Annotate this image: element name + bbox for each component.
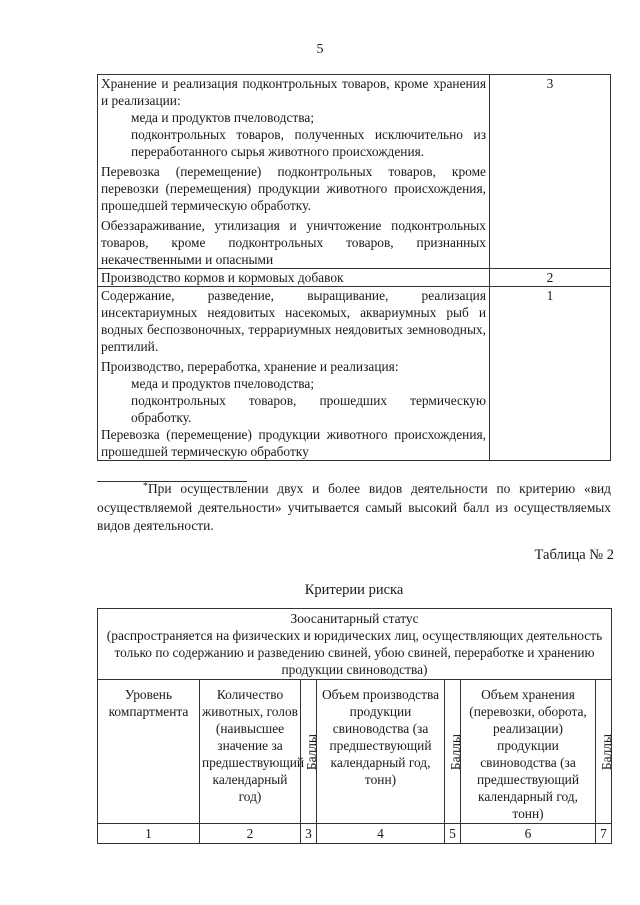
col-header-animals: Количество животных, голов (наивысшее значение за предшествующий календарный год) [200, 680, 301, 824]
footnote [97, 480, 611, 536]
col-header-storage: Объем хранения (перевозки, оборота, реализации) продукции свиноводства (за предшествующий календарный год, тонн) [461, 680, 596, 824]
activity-paragraph: Производство кормов и кормовых добавок [101, 270, 344, 285]
criteria-title: Критерии риска [304, 582, 404, 598]
score-label-1: Баллы [304, 733, 319, 771]
table2-title: Зоосанитарный статус [290, 611, 419, 626]
activity-paragraph: Производство, переработка, хранение и реализация: [101, 359, 399, 374]
activity-cell [98, 269, 490, 287]
table-number: Таблица № 2 [534, 547, 614, 563]
col-number-7: 7 [596, 824, 612, 844]
col-number-2: 2 [200, 824, 301, 844]
col-header-production: Объем производства продукции свиноводства (за предшествующий календарный год, тонн) [317, 680, 445, 824]
activity-paragraph: Перевозка (перемещение) подконтрольных товаров, кроме перевозки (перемещения) продукции животного происхождения, прошедшей термическую обработку. [101, 164, 486, 213]
col-number-6: 6 [461, 824, 596, 844]
table-row [98, 75, 611, 269]
activity-paragraph: меда и продуктов пчеловодства; [131, 110, 315, 125]
activity-paragraph: подконтрольных товаров, полученных исключительно из переработанного сырья животного происхождения. [131, 127, 486, 159]
activity-paragraph: Содержание, разведение, выращивание, реализация инсектариумных неядовитых насекомых, аквариумных рыб и водных беспозвоночных, террариумных неядовитых земноводных, рептилий. [101, 288, 486, 354]
col-header-score-3 [596, 680, 612, 824]
activity-score-table [97, 74, 611, 461]
activity-cell [98, 75, 490, 269]
activity-cell [98, 287, 490, 461]
activity-paragraph: меда и продуктов пчеловодства; [131, 376, 315, 391]
col-number-5: 5 [445, 824, 461, 844]
score-label-3: Баллы [599, 733, 614, 771]
score-cell: 2 [490, 269, 611, 287]
table-row [98, 269, 611, 287]
zoosanitary-table [97, 608, 612, 844]
activity-paragraph: подконтрольных товаров, прошедших термическую обработку. [131, 393, 486, 425]
table2-title-cell [98, 609, 612, 680]
col-number-4: 4 [317, 824, 445, 844]
table2-subtitle: (распространяется на физических и юридических лиц, осуществляющих деятельность только по содержанию и разведению свиней, убою свиней, переработке и хранению продукции свиноводства) [106, 628, 603, 677]
table-row [98, 287, 611, 461]
activity-paragraph: Хранение и реализация подконтрольных товаров, кроме хранения и реализации: [101, 76, 486, 108]
score-cell: 1 [490, 287, 611, 461]
col-header-score-2 [445, 680, 461, 824]
footnote-text [97, 480, 611, 536]
score-label-2: Баллы [448, 733, 463, 771]
score-cell: 3 [490, 75, 611, 269]
footnote-mark: * [143, 481, 148, 492]
col-number-1: 1 [98, 824, 200, 844]
activity-paragraph: Перевозка (перемещение) продукции животного происхождения, прошедшей термическую обработку [101, 427, 486, 459]
col-number-3: 3 [301, 824, 317, 844]
activity-paragraph: Обеззараживание, утилизация и уничтожение подконтрольных товаров, кроме подконтрольных товаров, признанных некачественными и опасными [101, 218, 486, 267]
footnote-body: При осуществлении двух и более видов деятельности по критерию «вид осуществляемой деятельности» учитывается самый высокий балл из осуществляемых видов деятельности. [97, 481, 611, 533]
col-header-level: Уровень компартмента [98, 680, 200, 824]
col-header-score-1 [301, 680, 317, 824]
page-number: 5 [316, 42, 324, 57]
